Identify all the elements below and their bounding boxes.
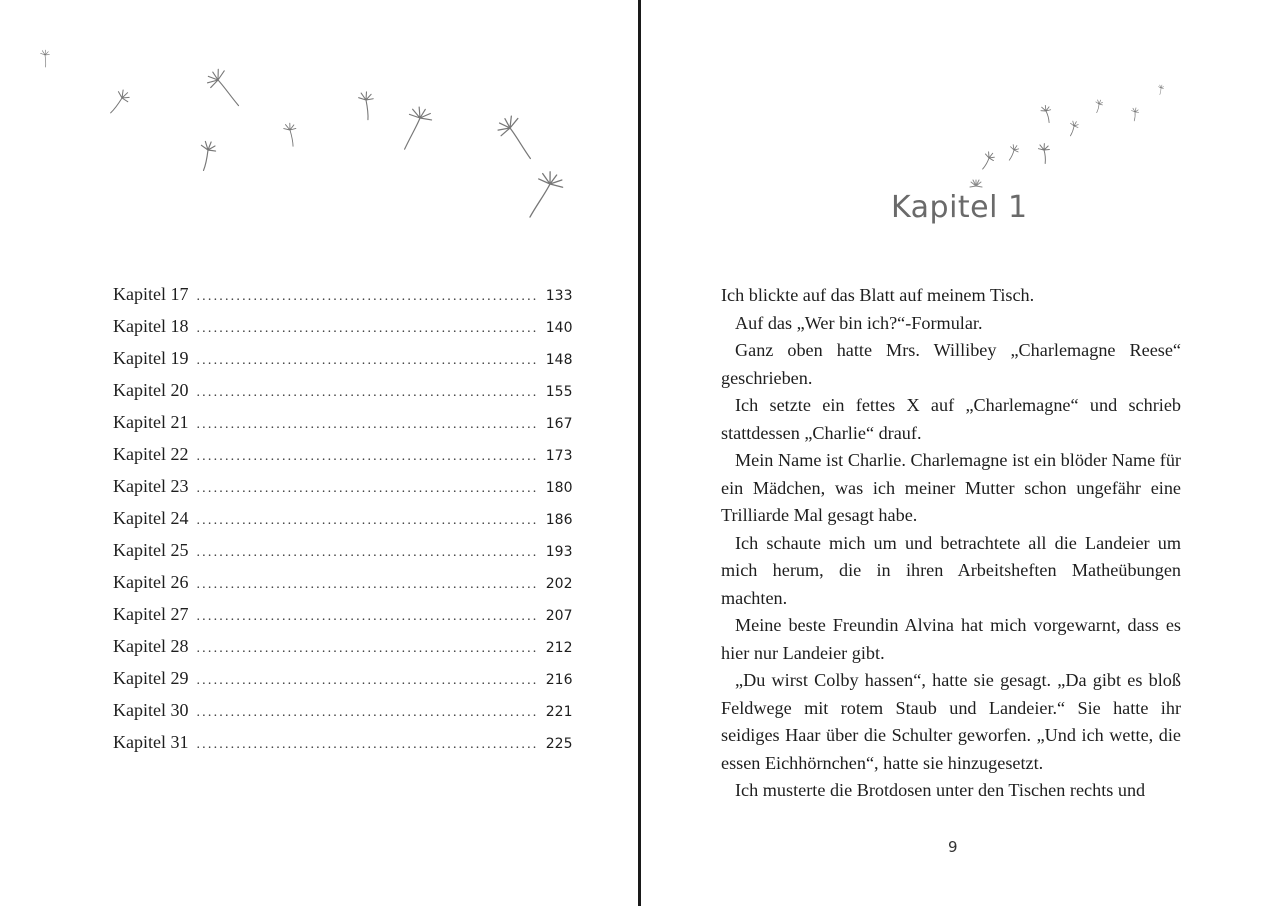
left-page [0, 0, 638, 906]
dandelion-flower-icon [970, 180, 982, 187]
dandelion-seed-icon [41, 50, 50, 67]
dandelion-seed-icon [530, 170, 565, 222]
toc-entry-label: Kapitel 22 [113, 444, 189, 464]
toc-entry [113, 476, 573, 508]
toc-dot-leader: ............................................................ [196, 385, 539, 400]
toc-entry-label: Kapitel 21 [113, 412, 189, 432]
toc-entry [113, 732, 573, 764]
toc-entry-page-number: 180 [545, 480, 573, 496]
toc-entry-label: Kapitel 31 [113, 732, 189, 752]
toc-entry-label: Kapitel 29 [113, 668, 189, 688]
toc-entry [113, 540, 573, 572]
toc-entry-label: Kapitel 26 [113, 572, 189, 592]
paragraph: Auf das „Wer bin ich?“-Formular. [735, 312, 983, 333]
toc-entry-page-number: 148 [545, 352, 573, 368]
paragraph: Ich setzte ein fettes X auf „Charlemagne“ und schrieb stattdessen „Charlie“ drauf. [721, 395, 1181, 443]
toc-entry [113, 348, 573, 380]
dandelion-seed-icon [1040, 104, 1054, 123]
chapter-body-text [721, 282, 1181, 805]
dandelion-seed-icon [195, 140, 217, 172]
paragraph: Meine beste Freundin Alvina hat mich vorgewarnt, dass es hier nur Landeier gibt. [721, 615, 1181, 663]
paragraph: Ganz oben hatte Mrs. Willibey „Charlemagne Reese“ geschrieben. [721, 340, 1181, 388]
toc-entry-label: Kapitel 20 [113, 380, 189, 400]
toc-entry-page-number: 173 [545, 448, 573, 464]
dandelion-seeds-illustration-left [0, 0, 638, 240]
dandelion-seed-icon [405, 106, 433, 151]
toc-entry-page-number: 155 [545, 384, 573, 400]
toc-entry-page-number: 186 [545, 512, 573, 528]
toc-entry-page-number: 133 [545, 288, 573, 304]
paragraph: „Du wirst Colby hassen“, hatte sie gesagt. „Da gibt es bloß Feldwege mit rotem Staub und Landeier.“ Sie hatte ihr seidiges Haar über die Schulter geworfen. „Und ich wette, die essen Eichhörnchen“, hatte sie hinzugesetzt. [721, 670, 1181, 773]
dandelion-seed-icon [203, 65, 250, 105]
toc-dot-leader: ............................................................ [196, 481, 539, 496]
toc-entry [113, 636, 573, 668]
toc-entry-page-number: 207 [545, 608, 573, 624]
paragraph: Ich schaute mich um und betrachtete all die Landeier um mich herum, die in ihren Arbeitsheften Matheübungen machten. [721, 532, 1181, 608]
toc-dot-leader: ............................................................ [196, 705, 539, 720]
toc-entry-page-number: 225 [545, 736, 573, 752]
paragraph: Ich blickte auf das Blatt auf meinem Tisch. [721, 285, 1035, 305]
dandelion-seed-icon [1157, 84, 1164, 95]
toc-entry-page-number: 216 [545, 672, 573, 688]
page-number: 9 [948, 838, 958, 856]
toc-entry-label: Kapitel 19 [113, 348, 189, 368]
toc-entry-label: Kapitel 17 [113, 284, 189, 304]
toc-dot-leader: ............................................................ [196, 353, 539, 368]
toc-entry-label: Kapitel 25 [113, 540, 189, 560]
chapter-title: Kapitel 1 [891, 190, 1028, 225]
toc-entry [113, 572, 573, 604]
toc-entry-label: Kapitel 30 [113, 700, 189, 720]
toc-dot-leader: ............................................................ [196, 737, 539, 752]
toc-entry-label: Kapitel 24 [113, 508, 189, 528]
toc-entry [113, 284, 573, 316]
toc-dot-leader: ............................................................ [196, 673, 539, 688]
toc-dot-leader: ............................................................ [196, 449, 539, 464]
toc-entry-page-number: 167 [545, 416, 573, 432]
toc-dot-leader: ............................................................ [196, 321, 539, 336]
dandelion-seed-icon [283, 122, 298, 147]
toc-dot-leader: ............................................................ [196, 417, 539, 432]
dandelion-seed-icon [978, 150, 996, 171]
toc-entry-page-number: 202 [545, 576, 573, 592]
toc-entry [113, 604, 573, 636]
dandelion-seed-icon [105, 88, 132, 117]
toc-entry [113, 700, 573, 732]
dandelion-seed-icon [1005, 143, 1020, 162]
toc-entry-page-number: 212 [545, 640, 573, 656]
paragraph: Mein Name ist Charlie. Charlemagne ist ein blöder Name für ein Mädchen, was ich meiner Mutter schon ungefähr eine Trilliarde Mal gesagt habe. [721, 450, 1181, 525]
toc-dot-leader: ............................................................ [196, 577, 539, 592]
toc-entry [113, 316, 573, 348]
toc-dot-leader: ............................................................ [196, 289, 539, 304]
table-of-contents [113, 284, 573, 764]
dandelion-seed-icon [1131, 108, 1139, 122]
toc-entry [113, 508, 573, 540]
dandelion-seed-icon [1066, 120, 1079, 137]
toc-entry [113, 380, 573, 412]
dandelion-seed-icon [358, 92, 374, 121]
toc-entry-page-number: 193 [545, 544, 573, 560]
toc-entry [113, 668, 573, 700]
toc-entry [113, 412, 573, 444]
right-page [641, 0, 1278, 906]
toc-dot-leader: ............................................................ [196, 545, 539, 560]
toc-dot-leader: ............................................................ [196, 513, 539, 528]
toc-entry-label: Kapitel 28 [113, 636, 189, 656]
dandelion-seed-icon [1093, 99, 1103, 114]
toc-entry-label: Kapitel 27 [113, 604, 189, 624]
toc-dot-leader: ............................................................ [196, 609, 539, 624]
toc-dot-leader: ............................................................ [196, 641, 539, 656]
paragraph: Ich musterte die Brotdosen unter den Tischen rechts und [735, 780, 1146, 800]
toc-entry-label: Kapitel 18 [113, 316, 189, 336]
toc-entry-label: Kapitel 23 [113, 476, 189, 496]
toc-entry-page-number: 140 [545, 320, 573, 336]
toc-entry [113, 444, 573, 476]
dandelion-seed-icon [493, 111, 545, 158]
dandelion-seeds-illustration-right [641, 0, 1278, 190]
toc-entry-page-number: 221 [545, 704, 573, 720]
dandelion-seed-icon [1038, 143, 1050, 164]
